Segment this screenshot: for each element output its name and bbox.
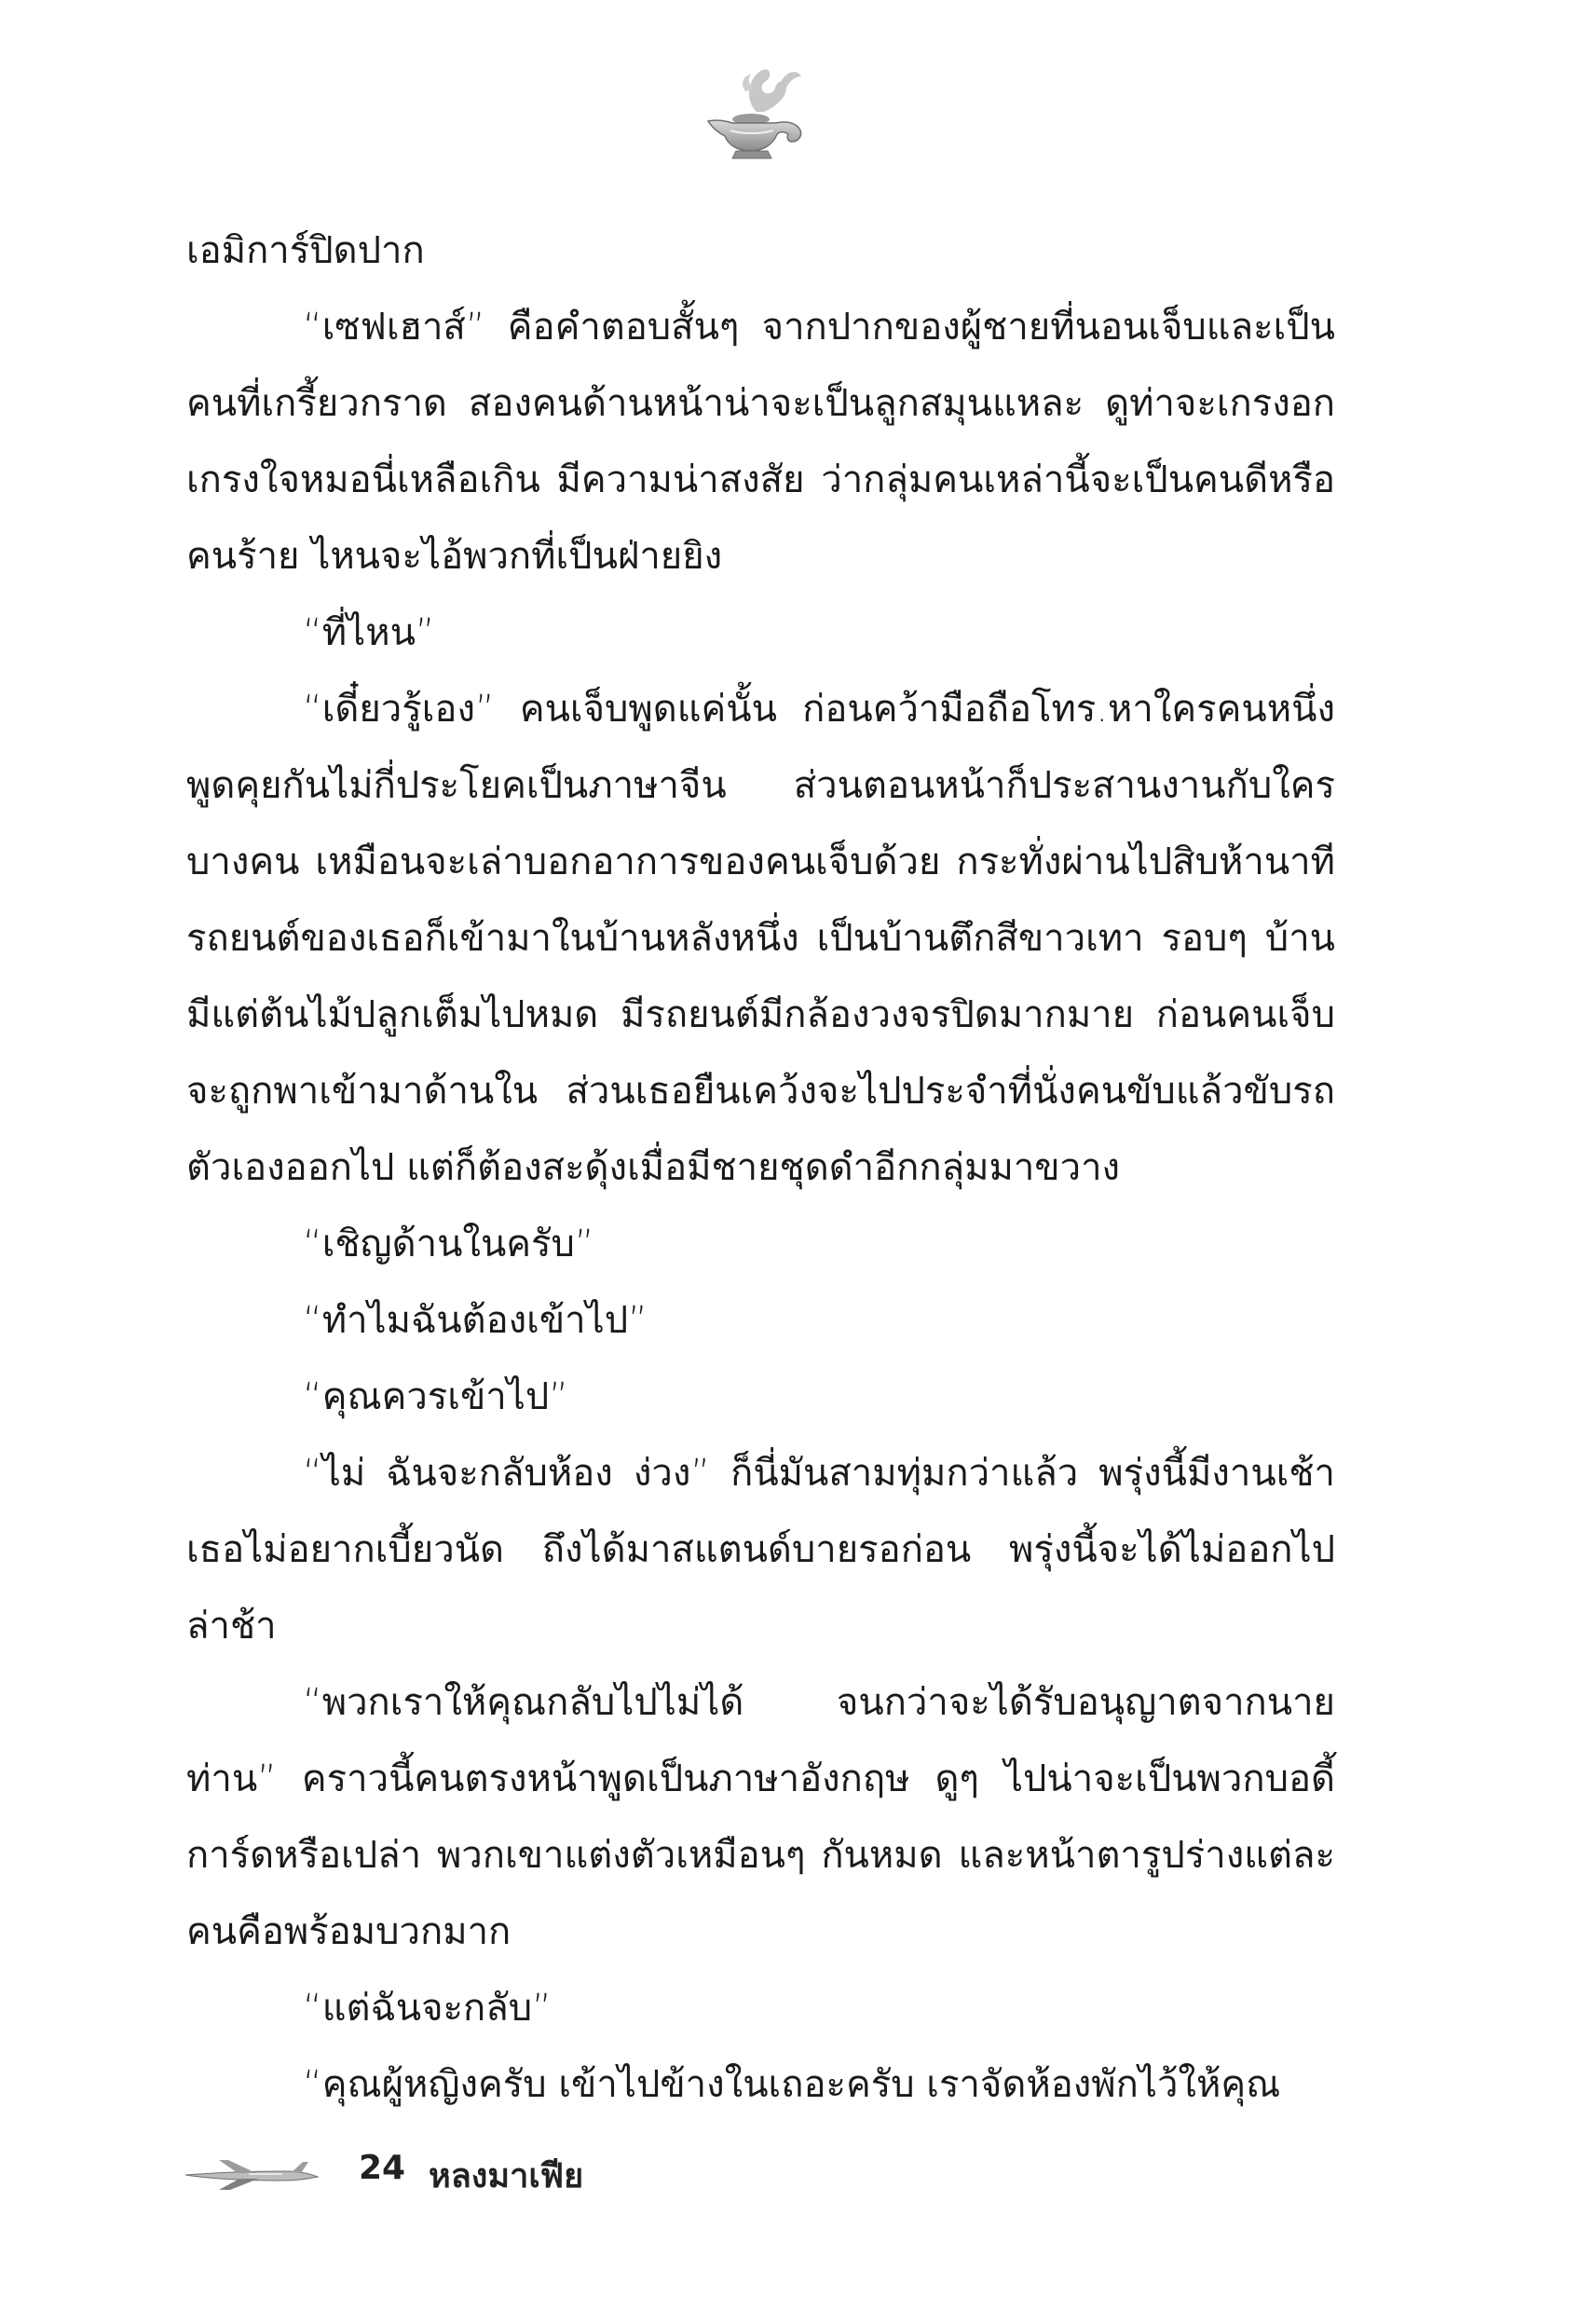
- page-number: 24: [359, 2149, 406, 2187]
- paragraph-5: “เชิญด้านในครับ”: [303, 1223, 594, 1265]
- body-text: [186, 212, 1335, 2123]
- paragraph-8: “ไม่ ฉันจะกลับห้อง ง่วง” ก็นี่มันสามทุ่มกว่าแล้ว พรุ่งนี้มีงานเช้าเธอไม่อยากเบี้ยวนัด ถึงได้มาสแตนด์บายรอก่อน พรุ่งนี้จะได้ไม่ออกไปล่าช้า: [186, 1452, 1335, 1648]
- paragraph-9: “พวกเราให้คุณกลับไปไม่ได้ จนกว่าจะได้รับอนุญาตจากนายท่าน” คราวนี้คนตรงหน้าพูดเป็นภาษาอังกฤษ ดูๆ ไปน่าจะเป็นพวกบอดี้การ์ดหรือเปล่า พวกเขาแต่งตัวเหมือนๆ กันหมด และหน้าตารูปร่างแต่ละคนคือพร้อมบวกมาก: [186, 1681, 1335, 1953]
- paragraph-6: “ทำไมฉันต้องเข้าไป”: [303, 1299, 648, 1342]
- genie-lamp-icon: [689, 54, 820, 166]
- paragraph-10: “แต่ฉันจะกลับ”: [303, 1987, 552, 2030]
- paragraph-11: “คุณผู้หญิงครับ เข้าไปข้างในเถอะครับ เราจัดห้องพักไว้ให้คุณ: [303, 2063, 1281, 2106]
- page-footer: [182, 2145, 741, 2201]
- paragraph-7: “คุณควรเข้าไป”: [303, 1375, 568, 1418]
- book-title: หลงมาเฟีย: [429, 2157, 584, 2195]
- paragraph-4: “เดี๋ยวรู้เอง” คนเจ็บพูดแค่นั้น ก่อนคว้ามือถือโทร.หาใครคนหนึ่ง พูดคุยกันไม่กี่ประโยคเป็นภาษาจีน ส่วนตอนหน้าก็ประสานงานกับใครบางคน เหมือนจะเล่าบอกอาการของคนเจ็บด้วย กระทั่งผ่านไปสิบห้านาทีรถยนต์ของเธอก็เข้ามาในบ้านหลังหนึ่ง เป็นบ้านตึกสีขาวเทา รอบๆ บ้านมีแต่ต้นไม้ปลูกเต็มไปหมด มีรถยนต์มีกล้องวงจรปิดมากมาย ก่อนคนเจ็บจะถูกพาเข้ามาด้านใน ส่วนเธอยืนเคว้งจะไปประจำที่นั่งคนขับแล้วขับรถตัวเองออกไป แต่ก็ต้องสะดุ้งเมื่อมีชายชุดดำอีกกลุ่มมาขวาง: [186, 688, 1335, 1189]
- paragraph-2: “เซฟเฮาส์” คือคำตอบสั้นๆ จากปากของผู้ชายที่นอนเจ็บและเป็นคนที่เกรี้ยวกราด สองคนด้านหน้าน่าจะเป็นลูกสมุนแหละ ดูท่าจะเกรงอกเกรงใจหมอนี่เหลือเกิน มีความน่าสงสัย ว่ากลุ่มคนเหล่านี้จะเป็นคนดีหรือคนร้าย ไหนจะไอ้พวกที่เป็นฝ่ายยิง: [186, 306, 1335, 578]
- paragraph-3: “ที่ไหน”: [303, 611, 435, 654]
- paragraph-1: เอมิการ์ปิดปาก: [186, 229, 425, 272]
- airplane-icon: [182, 2154, 326, 2192]
